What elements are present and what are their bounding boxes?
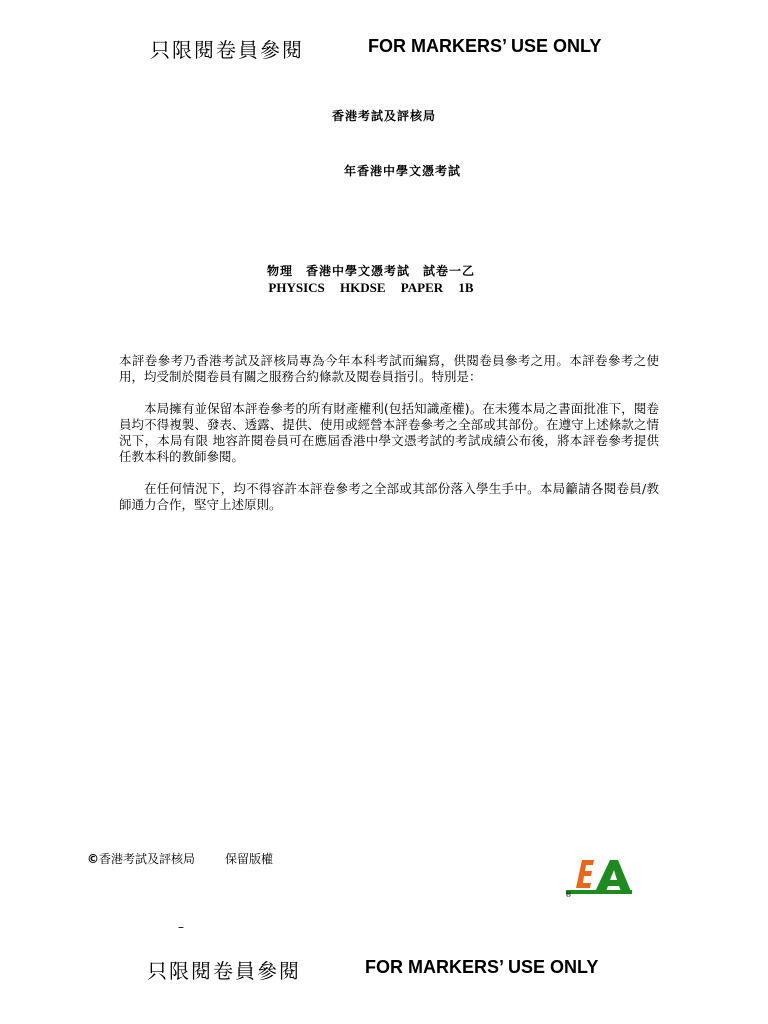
copyright-owner: 香港考試及評核局 — [99, 852, 196, 866]
header-chinese: 只限閱卷員參閱 — [150, 38, 304, 62]
copyright-rights: 保留版權 — [225, 852, 274, 866]
paragraph-intro: 本評卷參考乃香港考試及評核局專為今年本科考試而編寫，供閱卷員參考之用。本評卷參考之使用，均受制於閱卷員有關之服務合約條款及閱卷員指引。特別是： — [119, 353, 659, 384]
header-english: FOR MARKERS’ USE ONLY — [368, 36, 602, 56]
footer-dash: – — [178, 920, 184, 934]
copyright-symbol: © — [87, 852, 99, 866]
paragraph-students: 在任何情況下，均不得容許本評卷參考之全部或其部份落入學生手中。本局籲請各閱卷員/教師通力合作，堅守上述原則。 — [119, 481, 659, 512]
footer-chinese: 只限閱卷員參閱 — [147, 959, 301, 983]
authority-name: 香港考試及評核局 — [331, 109, 436, 123]
registered-mark: ® — [565, 891, 572, 899]
exam-title: 年香港中學文憑考試 — [343, 164, 461, 178]
subject-chinese: 物理 香港中學文憑考試 試卷一乙 — [266, 264, 475, 278]
copyright-line — [87, 850, 273, 867]
hkeaa-logo — [564, 856, 636, 900]
paragraph-rights: 本局擁有並保留本評卷參考的所有財產權利(包括知識產權)。在未獲本局之書面批准下，閱卷員均不得複製、發表、透露、提供、使用或經營本評卷參考之全部或其部份。在遵守上述條款之情況下，本局有限 地容許閱卷員可在應屆香港中學文憑考試的考試成績公布後，將本評卷參考提供任教本科的教師參閱。 — [119, 401, 659, 464]
notice-body — [119, 353, 659, 513]
subject-english: PHYSICS HKDSE PAPER 1B — [268, 280, 474, 295]
footer-english: FOR MARKERS’ USE ONLY — [365, 957, 599, 977]
